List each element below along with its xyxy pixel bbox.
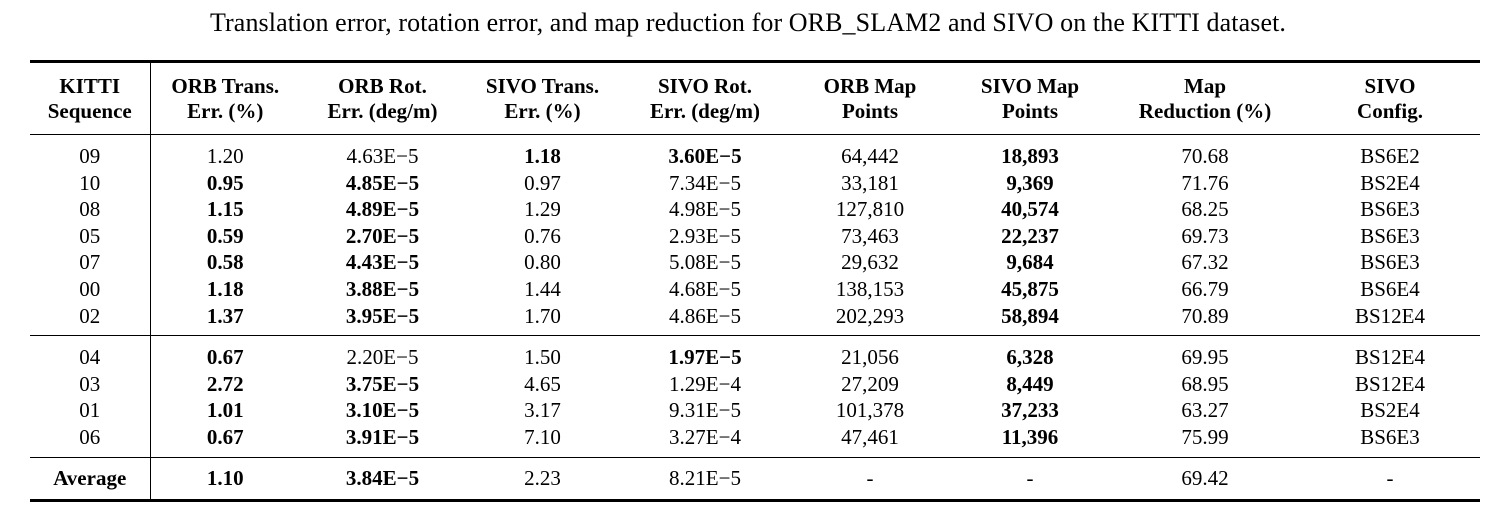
- cell-orb-map: 47,461: [841, 424, 899, 449]
- cell-sivo-map: 40,574: [1001, 197, 1059, 222]
- cell-sequence: 09: [30, 135, 150, 170]
- table-row: [30, 196, 1480, 223]
- cell-map-reduction: 69.73: [1181, 223, 1229, 248]
- header-orb-rot-err: ORB Rot. Err. (deg/m): [327, 73, 438, 123]
- cell-config: BS6E2: [1360, 144, 1420, 168]
- cell-orb-map: 101,378: [835, 398, 905, 423]
- table-section-1: [30, 135, 1480, 336]
- cell-config: BS2E4: [1360, 170, 1420, 195]
- cell-orb-map: 138,153: [835, 276, 905, 301]
- cell-orb-trans: 0.59: [206, 223, 244, 248]
- table-section-2: [30, 336, 1480, 457]
- cell-orb-rot: 3.95E−5: [345, 303, 420, 328]
- cell-sivo-map: 11,396: [1001, 424, 1059, 449]
- header-orb-trans-err: ORB Trans. Err. (%): [171, 73, 280, 123]
- cell-sivo-map: 22,237: [1001, 223, 1059, 248]
- cell-orb-trans: 0.67: [206, 345, 244, 370]
- header-map-reduction: Map Reduction (%): [1138, 73, 1272, 123]
- cell-map-reduction: 71.76: [1181, 170, 1229, 195]
- cell-orb-rot: 4.43E−5: [345, 250, 420, 275]
- cell-sivo-trans: 0.76: [524, 223, 561, 248]
- header-sivo-rot-err: SIVO Rot. Err. (deg/m): [649, 73, 761, 123]
- cell-sivo-trans: 1.70: [524, 303, 561, 328]
- cell-map-reduction: 69.95: [1181, 345, 1229, 370]
- header-sivo-map-points: SIVO Map Points: [980, 73, 1080, 123]
- cell-orb-map: -: [866, 465, 874, 490]
- cell-config: BS6E3: [1360, 424, 1420, 449]
- cell-sivo-rot: 7.34E−5: [669, 170, 741, 195]
- cell-sivo-rot: 4.86E−5: [669, 303, 741, 328]
- cell-orb-rot: 4.89E−5: [345, 197, 420, 222]
- cell-sivo-trans: 0.97: [524, 170, 561, 195]
- cell-orb-map: 127,810: [835, 197, 905, 222]
- cell-map-reduction: 69.42: [1181, 465, 1229, 490]
- cell-config: BS12E4: [1354, 371, 1425, 396]
- cell-map-reduction: 63.27: [1181, 398, 1229, 423]
- table-header: [30, 62, 1480, 135]
- table-row: [30, 249, 1480, 276]
- cell-sivo-map: 9,684: [1006, 250, 1054, 275]
- cell-sivo-trans: 4.65: [524, 371, 561, 396]
- results-table: [30, 60, 1480, 502]
- cell-sivo-trans: 7.10: [524, 424, 561, 449]
- cell-sivo-rot: 5.08E−5: [669, 250, 741, 275]
- cell-config: BS6E3: [1360, 223, 1420, 248]
- cell-orb-trans: 0.67: [206, 424, 244, 449]
- cell-sivo-trans: 0.80: [524, 250, 561, 275]
- cell-sequence: 08: [30, 196, 150, 223]
- cell-sivo-map: 37,233: [1001, 398, 1059, 423]
- cell-sequence: 03: [30, 371, 150, 398]
- cell-orb-map: 64,442: [841, 144, 899, 168]
- cell-map-reduction: 70.68: [1181, 144, 1229, 168]
- table-row: [30, 170, 1480, 197]
- cell-sivo-rot: 2.93E−5: [669, 223, 741, 248]
- cell-orb-rot: 4.85E−5: [345, 170, 420, 195]
- cell-sequence: 05: [30, 223, 150, 250]
- cell-orb-trans: 1.37: [206, 303, 244, 328]
- cell-sivo-map: 9,369: [1006, 170, 1054, 195]
- cell-map-reduction: 67.32: [1181, 250, 1229, 275]
- table-row: [30, 336, 1480, 371]
- cell-config: BS12E4: [1354, 303, 1425, 328]
- cell-sequence: 02: [30, 303, 150, 336]
- cell-sivo-rot: 8.21E−5: [669, 465, 741, 490]
- cell-sivo-rot: 4.68E−5: [669, 276, 741, 301]
- cell-config: -: [1386, 465, 1394, 490]
- cell-sequence: 01: [30, 397, 150, 424]
- cell-orb-trans: 0.95: [206, 170, 244, 195]
- cell-orb-trans: 1.15: [206, 197, 244, 222]
- header-kitti-sequence: KITTI Sequence: [30, 62, 150, 135]
- cell-sivo-trans: 3.17: [524, 398, 561, 423]
- cell-orb-rot: 3.84E−5: [345, 465, 420, 490]
- cell-map-reduction: 75.99: [1181, 424, 1229, 449]
- cell-map-reduction: 70.89: [1181, 303, 1229, 328]
- cell-orb-map: 21,056: [841, 345, 899, 370]
- cell-sivo-rot: 1.29E−4: [669, 371, 741, 396]
- cell-sivo-trans: 1.29: [524, 197, 561, 222]
- cell-orb-map: 29,632: [841, 250, 899, 275]
- cell-map-reduction: 68.25: [1181, 197, 1229, 222]
- cell-sequence: 07: [30, 249, 150, 276]
- cell-sequence: 10: [30, 170, 150, 197]
- cell-orb-trans: 1.20: [206, 144, 244, 168]
- cell-config: BS6E4: [1360, 276, 1420, 301]
- table-caption: Translation error, rotation error, and map reduction for ORB_SLAM2 and SIVO on the KITTI dataset.: [209, 8, 1287, 37]
- header-sivo-trans-err: SIVO Trans. Err. (%): [485, 73, 600, 123]
- cell-sivo-map: 18,893: [1001, 144, 1059, 168]
- cell-sivo-map: 45,875: [1001, 276, 1059, 301]
- cell-orb-map: 33,181: [841, 170, 899, 195]
- table-row: [30, 303, 1480, 336]
- cell-config: BS12E4: [1354, 345, 1425, 370]
- cell-orb-map: 202,293: [835, 303, 905, 328]
- cell-orb-trans: 2.72: [206, 371, 244, 396]
- cell-average-label: Average: [30, 457, 150, 500]
- cell-sivo-map: -: [1026, 465, 1034, 490]
- cell-sequence: 06: [30, 424, 150, 457]
- cell-orb-rot: 3.75E−5: [345, 371, 420, 396]
- table-average-section: [30, 457, 1480, 500]
- cell-orb-trans: 1.10: [206, 465, 244, 490]
- cell-sivo-trans: 2.23: [524, 465, 561, 490]
- cell-sivo-rot: 9.31E−5: [669, 398, 741, 423]
- cell-orb-trans: 1.18: [206, 276, 244, 301]
- cell-orb-rot: 3.10E−5: [345, 398, 420, 423]
- table-row: [30, 276, 1480, 303]
- cell-sivo-trans: 1.18: [524, 144, 561, 168]
- table-row: [30, 424, 1480, 457]
- cell-sivo-rot: 3.27E−4: [669, 424, 741, 449]
- cell-orb-map: 73,463: [841, 223, 899, 248]
- cell-orb-rot: 2.20E−5: [346, 345, 419, 370]
- table-row: [30, 223, 1480, 250]
- cell-map-reduction: 66.79: [1181, 276, 1229, 301]
- cell-sivo-rot: 3.60E−5: [668, 144, 742, 168]
- cell-orb-rot: 3.91E−5: [345, 424, 420, 449]
- cell-sivo-map: 6,328: [1006, 345, 1054, 370]
- cell-orb-rot: 3.88E−5: [345, 276, 420, 301]
- cell-sivo-rot: 1.97E−5: [668, 345, 742, 370]
- cell-sequence: 04: [30, 336, 150, 371]
- cell-sequence: 00: [30, 276, 150, 303]
- cell-sivo-trans: 1.44: [524, 276, 561, 301]
- cell-orb-trans: 0.58: [206, 250, 244, 275]
- cell-orb-rot: 4.63E−5: [346, 144, 419, 168]
- cell-config: BS2E4: [1360, 398, 1420, 423]
- table-row: [30, 135, 1480, 170]
- table-row: [30, 371, 1480, 398]
- cell-config: BS6E3: [1360, 250, 1420, 275]
- cell-orb-map: 27,209: [841, 371, 899, 396]
- cell-sivo-map: 8,449: [1006, 371, 1054, 396]
- cell-sivo-rot: 4.98E−5: [669, 197, 741, 222]
- cell-config: BS6E3: [1360, 197, 1420, 222]
- average-row: [30, 457, 1480, 500]
- cell-orb-rot: 2.70E−5: [345, 223, 420, 248]
- header-orb-map-points: ORB Map Points: [823, 73, 917, 123]
- cell-map-reduction: 68.95: [1181, 371, 1229, 396]
- cell-sivo-trans: 1.50: [524, 345, 561, 370]
- table-row: [30, 397, 1480, 424]
- cell-sivo-map: 58,894: [1001, 303, 1059, 328]
- header-sivo-config: SIVO Config.: [1357, 73, 1423, 123]
- cell-orb-trans: 1.01: [206, 398, 244, 423]
